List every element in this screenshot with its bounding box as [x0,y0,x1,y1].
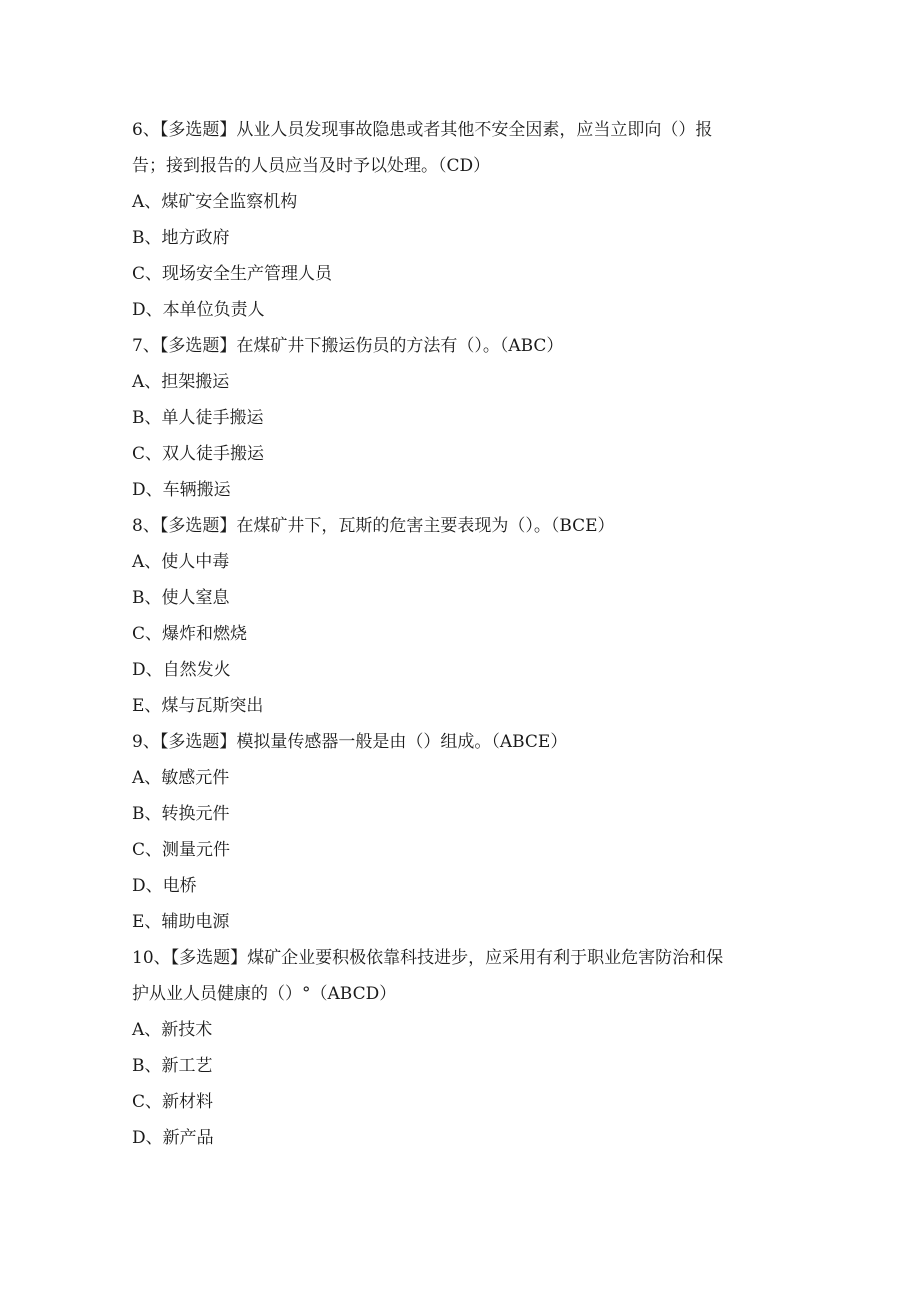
option-d: D、新产品 [132,1128,214,1148]
question-7 [132,328,792,508]
option-c: C、现场安全生产管理人员 [132,264,333,284]
question-text: 告；接到报告的人员应当及时予以处理。（CD） [132,156,491,176]
option-c: C、测量元件 [132,840,231,860]
option-a: A、敏感元件 [132,768,230,788]
option-e: E、辅助电源 [132,912,230,932]
option-d: D、车辆搬运 [132,480,231,500]
option-d: D、本单位负责人 [132,300,265,320]
question-text: 护从业人员健康的（）°（ABCD） [132,984,397,1004]
option-e: E、煤与瓦斯突出 [132,696,264,716]
option-a: A、使人中毒 [132,552,230,572]
question-text: 6、【多选题】从业人员发现事故隐患或者其他不安全因素，应当立即向（）报 [132,120,713,140]
option-a: A、新技术 [132,1020,213,1040]
question-text: 10、【多选题】煤矿企业要积极依靠科技进步，应采用有利于职业危害防治和保 [132,948,724,968]
option-d: D、电桥 [132,876,197,896]
option-b: B、使人窒息 [132,588,230,608]
option-b: B、转换元件 [132,804,230,824]
option-c: C、双人徒手搬运 [132,444,265,464]
option-a: A、煤矿安全监察机构 [132,192,298,212]
option-c: C、新材料 [132,1092,214,1112]
question-text: 9、【多选题】模拟量传感器一般是由（）组成。（ABCE） [132,732,568,752]
question-9 [132,724,792,940]
question-8 [132,508,792,724]
question-6 [132,112,792,328]
option-d: D、自然发火 [132,660,231,680]
document-page [132,112,792,1156]
option-c: C、爆炸和燃烧 [132,624,248,644]
question-10 [132,940,792,1156]
option-b: B、新工艺 [132,1056,213,1076]
option-a: A、担架搬运 [132,372,230,392]
question-text: 8、【多选题】在煤矿井下，瓦斯的危害主要表现为（）。（BCE） [132,516,615,536]
option-b: B、地方政府 [132,228,230,248]
question-text: 7、【多选题】在煤矿井下搬运伤员的方法有（）。（ABC） [132,336,564,356]
option-b: B、单人徒手搬运 [132,408,264,428]
